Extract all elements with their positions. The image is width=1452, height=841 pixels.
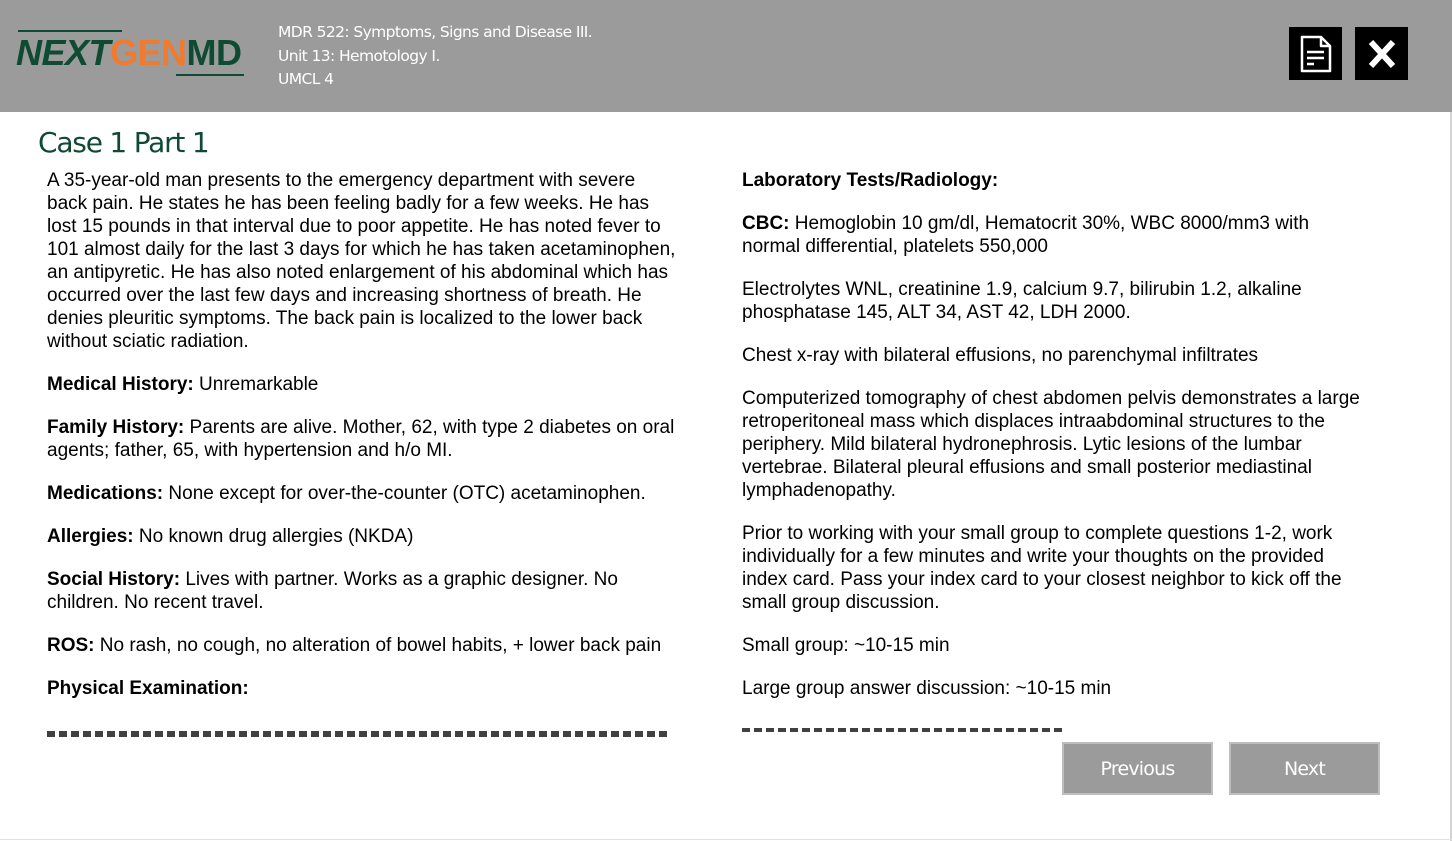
medical-history [47,373,679,396]
clipped-next-line [742,720,1372,732]
logo-rule-bottom [176,74,244,76]
small-group-time: Small group: ~10-15 min [742,635,950,656]
session-name: UMCL 4 [278,70,334,88]
document-icon [1298,34,1334,74]
next-button[interactable]: Next [1229,742,1380,795]
previous-button[interactable]: Previous [1062,742,1213,795]
medical-history-text: Unremarkable [193,374,319,395]
allergies [47,525,679,548]
nextgenmd-logo [16,28,248,78]
cbc-results [742,212,1372,258]
social-history [47,568,679,614]
logo-next: NEXT [16,32,111,73]
case-title: Case 1 Part 1 [38,126,209,159]
medications [47,482,679,505]
logo-md: MD [186,32,242,73]
lab-results-column[interactable] [742,169,1372,732]
top-header-bar [0,0,1452,112]
allergies-label: Allergies: [47,526,134,547]
large-group-time: Large group answer discussion: ~10-15 min [742,678,1112,699]
social-history-label: Social History: [47,569,181,590]
medical-history-label: Medical History: [47,374,194,395]
page-bottom-edge [0,839,1452,840]
physical-examination [47,677,679,700]
cbc-label: CBC: [742,213,790,234]
unit-name: Unit 13: Hemotology I. [278,46,440,65]
close-icon [1367,39,1397,69]
clipped-next-line [47,723,679,737]
physical-examination-label: Physical Examination: [47,678,249,699]
group-instructions: Prior to working with your small group to complete questions 1-2, work individually for a few minutes and write your thoughts on the provided index card. Pass your index card to your closest neighbor to kick off the small group discussion. [742,523,1342,613]
course-name: MDR 522: Symptoms, Signs and Disease III. [278,23,593,41]
cbc-text: Hemoglobin 10 gm/dl, Hematocrit 30%, WBC 8000/mm3 with normal differential, platelets 550,000 [742,213,1310,257]
case-intro: A 35-year-old man presents to the emergency department with severe back pain. He states he has been feeling badly for a few weeks. He has lost 15 pounds in that interval due to poor appetite. He has noted fever to 101 almost daily for the last 3 days for which he has taken acetaminophen, an antipyretic. He has also noted enlargement of his abdominal which has occurred over the last few days and increasing shortness of breath. He denies pleuritic symptoms. The back pain is localized to the lower back without sciatic radiation. [47,170,676,352]
medications-label: Medications: [47,483,164,504]
family-history-text: Parents are alive. Mother, 62, with type 2 diabetes on oral agents; father, 65, with hypertension and h/o MI. [47,417,675,461]
medications-text: None except for over-the-counter (OTC) acetaminophen. [163,483,646,504]
document-button[interactable] [1289,27,1342,80]
family-history [47,416,679,462]
lab-heading: Laboratory Tests/Radiology: [742,170,999,191]
allergies-text: No known drug allergies (NKDA) [133,526,414,547]
ros-text: No rash, no cough, no alteration of bowel habits, + lower back pain [94,635,662,656]
case-history-column[interactable] [47,169,679,774]
chest-xray-results: Chest x-ray with bilateral effusions, no parenchymal infiltrates [742,345,1259,366]
ros-label: ROS: [47,635,95,656]
logo-gen: GEN [110,32,187,73]
course-info [278,21,592,92]
ros [47,634,679,657]
ct-results: Computerized tomography of chest abdomen pelvis demonstrates a large retroperitoneal mass which displaces intraabdominal structures to the periphery. Mild bilateral hydronephrosis. Lytic lesions of the lumbar vertebrae. Bilateral pleural effusions and small posterior mediastinal lymphadenopathy. [742,388,1360,501]
family-history-label: Family History: [47,417,185,438]
logo-wordmark [16,34,242,72]
close-button[interactable] [1355,27,1408,80]
social-history-text: Lives with partner. Works as a graphic designer. No children. No recent travel. [47,569,618,613]
electrolytes-results: Electrolytes WNL, creatinine 1.9, calcium 9.7, bilirubin 1.2, alkaline phosphatase 145, ALT 34, AST 42, LDH 2000. [742,279,1302,323]
